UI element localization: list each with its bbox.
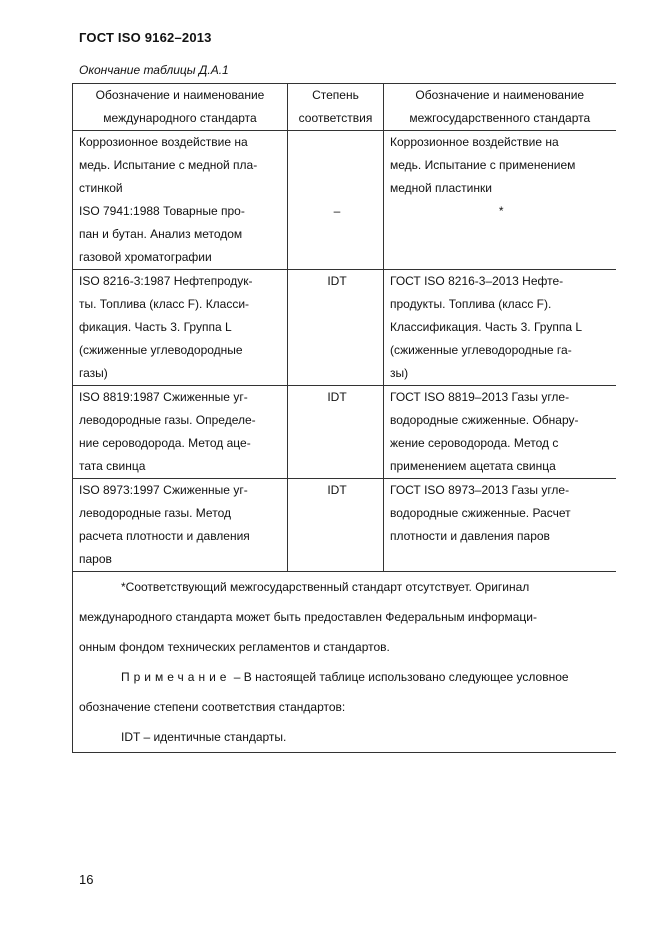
cell-line: ISO 8216-3:1987 Нефтепродук- bbox=[79, 274, 253, 288]
cell-line: применением ацетата свинца bbox=[390, 459, 556, 473]
cell-line: медь. Испытание с медной пла- bbox=[79, 158, 258, 172]
table-row bbox=[73, 270, 616, 386]
cell-degree bbox=[288, 131, 384, 201]
cell-international bbox=[73, 479, 288, 572]
table-header-row bbox=[73, 84, 616, 131]
table-row bbox=[73, 200, 616, 270]
cell-line: расчета плотности и давления bbox=[79, 529, 250, 543]
header-line: Обозначение и наименование bbox=[415, 88, 585, 102]
cell-interstate bbox=[384, 131, 616, 201]
cell-international bbox=[73, 200, 288, 270]
document-header: ГОСТ ISO 9162–2013 bbox=[79, 30, 212, 45]
cell-international bbox=[73, 270, 288, 386]
cell-line: медной пластинки bbox=[390, 181, 492, 195]
cell-interstate bbox=[384, 386, 616, 479]
cell-line: ты. Топлива (класс F). Класси- bbox=[79, 297, 250, 311]
cell-line: плотности и давления паров bbox=[390, 529, 550, 543]
cell-interstate bbox=[384, 479, 616, 572]
note-paragraph bbox=[79, 662, 613, 692]
cell-line: паров bbox=[79, 552, 112, 566]
table-caption: Окончание таблицы Д.А.1 bbox=[79, 63, 229, 77]
cell-line: Коррозионное воздействие на bbox=[390, 135, 559, 149]
header-line: Степень bbox=[312, 88, 359, 102]
cell-line: тата свинца bbox=[79, 459, 146, 473]
cell-line: зы) bbox=[390, 366, 409, 380]
table-footnote-row bbox=[73, 572, 616, 753]
footnote-cell bbox=[73, 572, 616, 753]
footnote-line: онным фондом технических регламентов и стандартов. bbox=[79, 640, 390, 654]
header-interstate-standard bbox=[384, 84, 616, 131]
standards-correspondence-table bbox=[72, 83, 616, 753]
cell-line: жение сероводорода. Метод с bbox=[390, 436, 559, 450]
cell-line: газы) bbox=[79, 366, 108, 380]
cell-line: ГОСТ ISO 8819–2013 Газы угле- bbox=[390, 390, 570, 404]
cell-line: ISO 7941:1988 Товарные про- bbox=[79, 204, 245, 218]
cell-degree: IDT bbox=[288, 270, 384, 386]
cell-line: Коррозионное воздействие на bbox=[79, 135, 248, 149]
cell-line: фикация. Часть 3. Группа L bbox=[79, 320, 232, 334]
cell-line: ISO 8973:1997 Сжиженные уг- bbox=[79, 483, 248, 497]
cell-degree: IDT bbox=[288, 386, 384, 479]
header-international-standard bbox=[73, 84, 288, 131]
cell-line: леводородные газы. Определе- bbox=[79, 413, 256, 427]
cell-line: медь. Испытание с применением bbox=[390, 158, 576, 172]
header-line: межгосударственного стандарта bbox=[409, 111, 591, 125]
note-label: Примечание bbox=[121, 670, 231, 684]
cell-line: ние сероводорода. Метод аце- bbox=[79, 436, 251, 450]
cell-line: (сжиженные углеводородные bbox=[79, 343, 243, 357]
cell-line: ГОСТ ISO 8973–2013 Газы угле- bbox=[390, 483, 570, 497]
page-number: 16 bbox=[79, 872, 94, 887]
cell-interstate bbox=[384, 270, 616, 386]
cell-line: продукты. Топлива (класс F). bbox=[390, 297, 552, 311]
cell-line: леводородные газы. Метод bbox=[79, 506, 231, 520]
cell-degree: IDT bbox=[288, 479, 384, 572]
cell-line: (сжиженные углеводородные га- bbox=[390, 343, 572, 357]
idt-definition: IDT – идентичные стандарты. bbox=[121, 730, 287, 744]
cell-interstate: * bbox=[384, 200, 616, 270]
cell-line: Классификация. Часть 3. Группа L bbox=[390, 320, 583, 334]
header-line: соответствия bbox=[298, 111, 373, 125]
cell-line: водородные сжиженные. Обнару- bbox=[390, 413, 579, 427]
cell-line: ISO 8819:1987 Сжиженные уг- bbox=[79, 390, 248, 404]
cell-line: газовой хроматографии bbox=[79, 250, 212, 264]
note-line: обозначение степени соответствия стандартов: bbox=[79, 700, 346, 714]
cell-line: стинкой bbox=[79, 181, 123, 195]
cell-international bbox=[73, 386, 288, 479]
table-row bbox=[73, 386, 616, 479]
cell-line: водородные сжиженные. Расчет bbox=[390, 506, 571, 520]
cell-international bbox=[73, 131, 288, 201]
header-line: международного стандарта bbox=[103, 111, 257, 125]
cell-line: ГОСТ ISO 8216-3–2013 Нефте- bbox=[390, 274, 564, 288]
note-text: – В настоящей таблице использовано следующее условное bbox=[230, 670, 569, 684]
cell-degree: – bbox=[288, 200, 384, 270]
table-row bbox=[73, 131, 616, 201]
footnote-line: международного стандарта может быть предоставлен Федеральным информаци- bbox=[79, 610, 537, 624]
header-degree bbox=[288, 84, 384, 131]
table-row bbox=[73, 479, 616, 572]
header-line: Обозначение и наименование bbox=[95, 88, 265, 102]
footnote-star-text: *Соответствующий межгосударственный стандарт отсутствует. Оригинал bbox=[121, 580, 530, 594]
cell-line: пан и бутан. Анализ методом bbox=[79, 227, 243, 241]
